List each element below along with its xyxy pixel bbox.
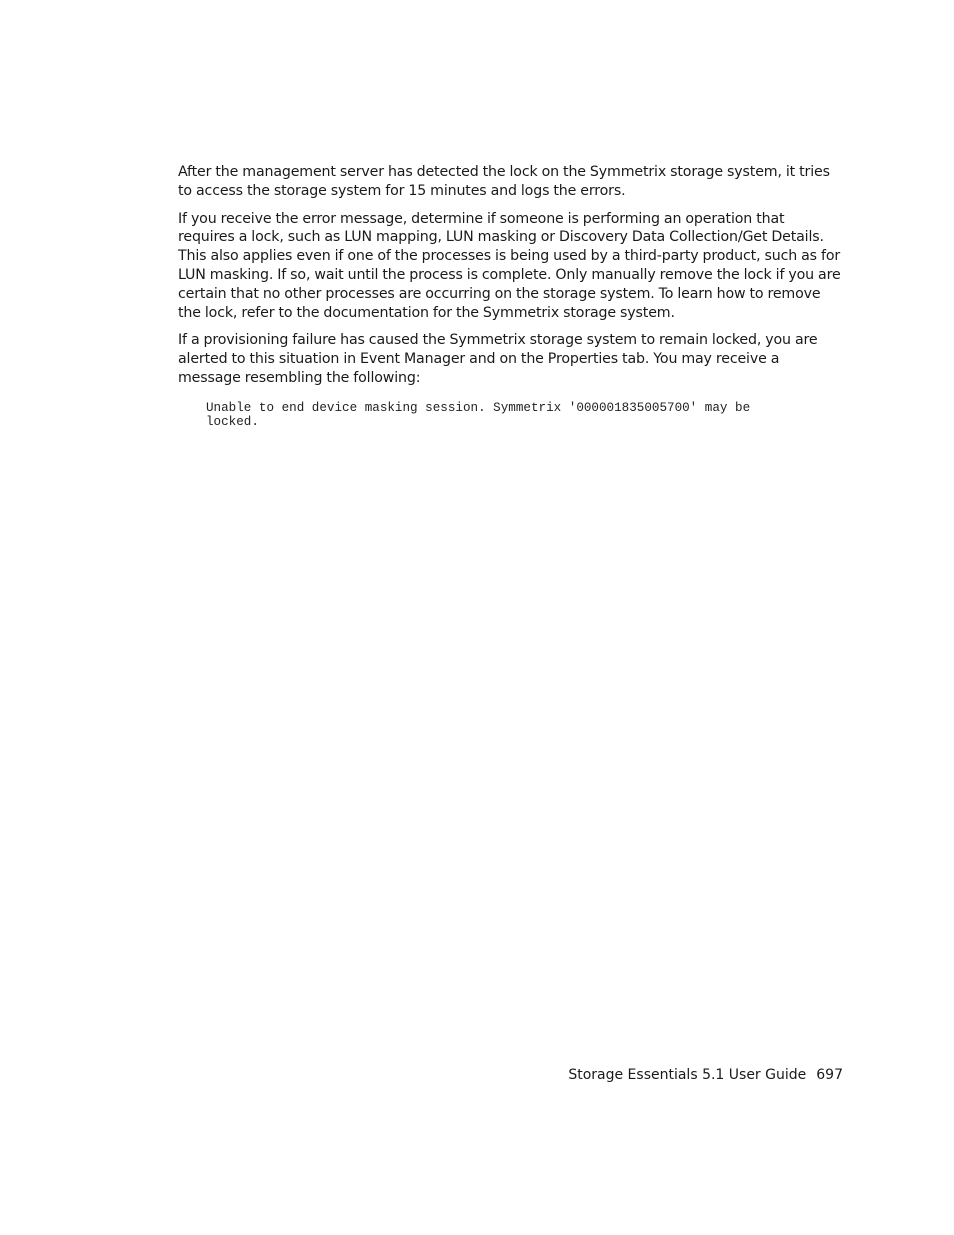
footer-title: Storage Essentials 5.1 User Guide <box>568 1067 807 1083</box>
paragraph-error-message: If you receive the error message, determine if someone is performing an operation that requires a lock, such as LUN mapping, LUN masking or Discovery Data Collection/Get Details. This also applies even if one of the processes is being used by a third-party product, such as for LUN masking. If so, wait until the process is complete. Only manually remove the lock if you are certain that no other processes are occurring on the storage system. To learn how to remove the lock, refer to the documentation for the Symmetrix storage system. <box>178 210 841 321</box>
code-sample: Unable to end device masking session. Symmetrix '000001835005700' may be locked. <box>206 400 751 430</box>
page-footer <box>568 1067 843 1083</box>
page-body <box>178 163 843 429</box>
paragraph-provisioning-failure: If a provisioning failure has caused the Symmetrix storage system to remain locked, you are alerted to this situation in Event Manager and on the Properties tab. You may receive a message resembling the following: <box>178 332 818 386</box>
page-number: 697 <box>816 1067 843 1083</box>
paragraph-lock-detection: After the management server has detected the lock on the Symmetrix storage system, it tries to access the storage system for 15 minutes and logs the errors. <box>178 164 830 199</box>
